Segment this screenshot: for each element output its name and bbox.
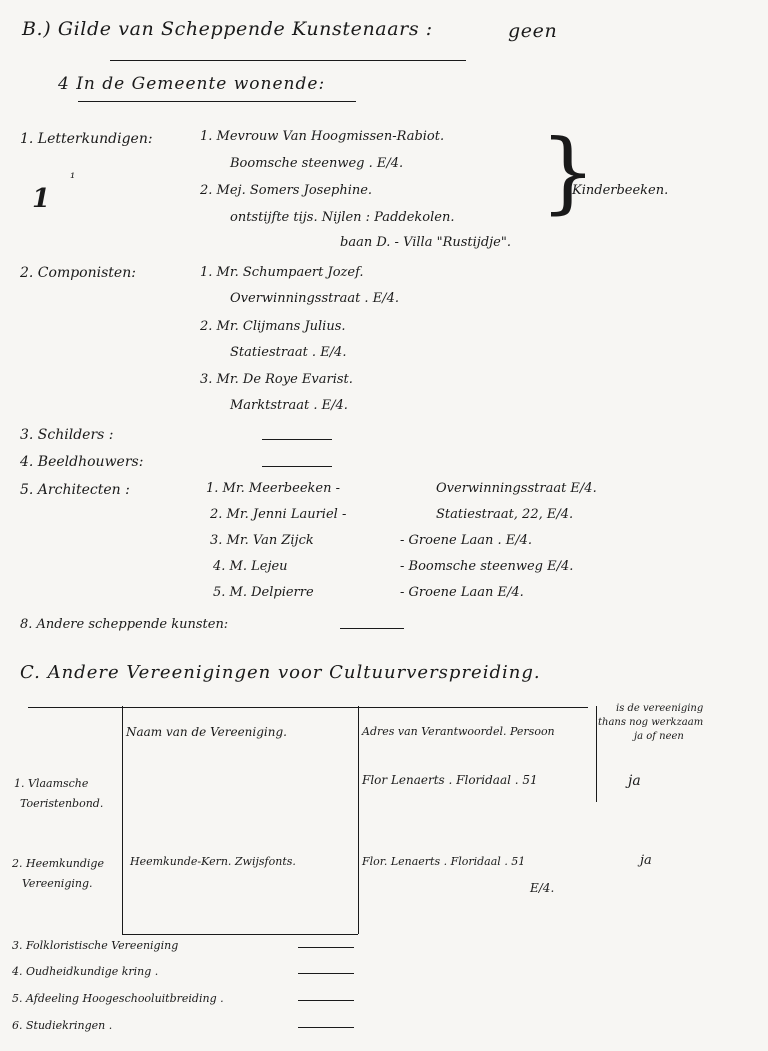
col-header-active-3: ja of neen	[634, 731, 684, 742]
row-2-address-2: E/4.	[530, 881, 555, 895]
table-col-divider-1	[122, 706, 123, 934]
letterkundige-2-address-2: baan D. - Villa "Rustijdje".	[340, 235, 511, 250]
beeldhouwers-blank	[262, 466, 332, 467]
section-c-underline	[28, 707, 588, 708]
componist-1-address: Overwinningsstraat . E/4.	[230, 291, 399, 306]
table-bottom-line	[122, 934, 358, 935]
row-1-label-2: Toeristenbond.	[20, 797, 104, 810]
architect-4-name: 4. M. Lejeu	[213, 559, 288, 574]
componist-3-address: Marktstraat . E/4.	[230, 398, 348, 413]
extra-folkloristische: 3. Folkloristische Vereeniging	[12, 939, 179, 952]
architect-1-name: 1. Mr. Meerbeeken -	[206, 481, 340, 496]
schilders-blank	[262, 439, 332, 440]
architect-1-address: Overwinningsstraat E/4.	[436, 481, 597, 496]
andere-blank	[340, 628, 404, 629]
beeldhouwers-label: 4. Beeldhouwers:	[20, 454, 144, 470]
subtitle-underline	[78, 101, 356, 102]
architect-5-address: - Groene Laan E/4.	[400, 585, 524, 600]
schilders-label: 3. Schilders :	[20, 427, 114, 443]
letterkundige-2-name: 2. Mej. Somers Josephine.	[200, 183, 373, 198]
architect-2-name: 2. Mr. Jenni Lauriel -	[210, 507, 347, 522]
letterkundige-2-address: ontstijfte tijs. Nijlen : Paddekolen.	[230, 210, 455, 225]
title-underline	[110, 60, 466, 61]
extra-hoogeschool: 5. Afdeeling Hoogeschooluitbreiding .	[12, 992, 224, 1005]
col-header-name: Naam van de Vereeniging.	[126, 725, 287, 739]
componist-1-name: 1. Mr. Schumpaert Jozef.	[200, 265, 364, 280]
row-2-active: ja	[640, 853, 652, 868]
row-1-label: 1. Vlaamsche	[14, 777, 89, 790]
componist-3-name: 3. Mr. De Roye Evarist.	[200, 372, 353, 387]
letterkundige-1-address: Boomsche steenweg . E/4.	[230, 156, 404, 171]
col-header-address: Adres van Verantwoordel. Persoon	[362, 725, 555, 738]
margin-mark-small: ¹	[70, 171, 76, 186]
row-2-name: Heemkunde-Kern. Zwijsfonts.	[130, 855, 296, 868]
bracket-note: Kinderbeeken.	[572, 183, 669, 198]
architecten-label: 5. Architecten :	[20, 482, 130, 498]
architect-5-name: 5. M. Delpierre	[213, 585, 314, 600]
section-b-title: B.) Gilde van Scheppende Kunstenaars :	[22, 18, 433, 40]
componist-2-name: 2. Mr. Clijmans Julius.	[200, 319, 346, 334]
row-1-active: ja	[628, 773, 641, 789]
row-2-address: Flor. Lenaerts . Floridaal . 51	[362, 855, 526, 868]
extra-3-blank	[298, 1000, 354, 1001]
row-1-address: Flor Lenaerts . Floridaal . 51	[362, 773, 538, 787]
section-b-subtitle: 4 In de Gemeente wonende:	[58, 74, 326, 94]
extra-studiekringen: 6. Studiekringen .	[12, 1019, 113, 1032]
letterkundige-1-name: 1. Mevrouw Van Hoogmissen-Rabiot.	[200, 129, 445, 144]
section-b-value: geen	[508, 20, 558, 42]
row-2-label-2: Vereeniging.	[22, 877, 93, 890]
col-header-active-2: thans nog werkzaam	[598, 717, 704, 728]
col-header-active-1: is de vereeniging	[616, 703, 704, 714]
extra-oudheidkundige: 4. Oudheidkundige kring .	[12, 965, 159, 978]
extra-1-blank	[298, 947, 354, 948]
margin-mark: 1	[32, 184, 51, 214]
extra-2-blank	[298, 973, 354, 974]
extra-4-blank	[298, 1027, 354, 1028]
componisten-label: 2. Componisten:	[20, 265, 136, 281]
section-c-title: C. Andere Vereenigingen voor Cultuurverspreiding.	[20, 662, 541, 683]
architect-2-address: Statiestraat, 22, E/4.	[436, 507, 574, 522]
letterkundigen-label: 1. Letterkundigen:	[20, 131, 153, 147]
table-col-divider-3	[596, 706, 597, 802]
architect-3-name: 3. Mr. Van Zijck	[210, 533, 314, 548]
andere-label: 8. Andere scheppende kunsten:	[20, 617, 229, 632]
bracket: }	[540, 120, 596, 223]
componist-2-address: Statiestraat . E/4.	[230, 345, 347, 360]
row-2-label: 2. Heemkundige	[12, 857, 104, 870]
table-col-divider-2	[358, 706, 359, 934]
architect-3-address: - Groene Laan . E/4.	[400, 533, 533, 548]
architect-4-address: - Boomsche steenweg E/4.	[400, 559, 574, 574]
